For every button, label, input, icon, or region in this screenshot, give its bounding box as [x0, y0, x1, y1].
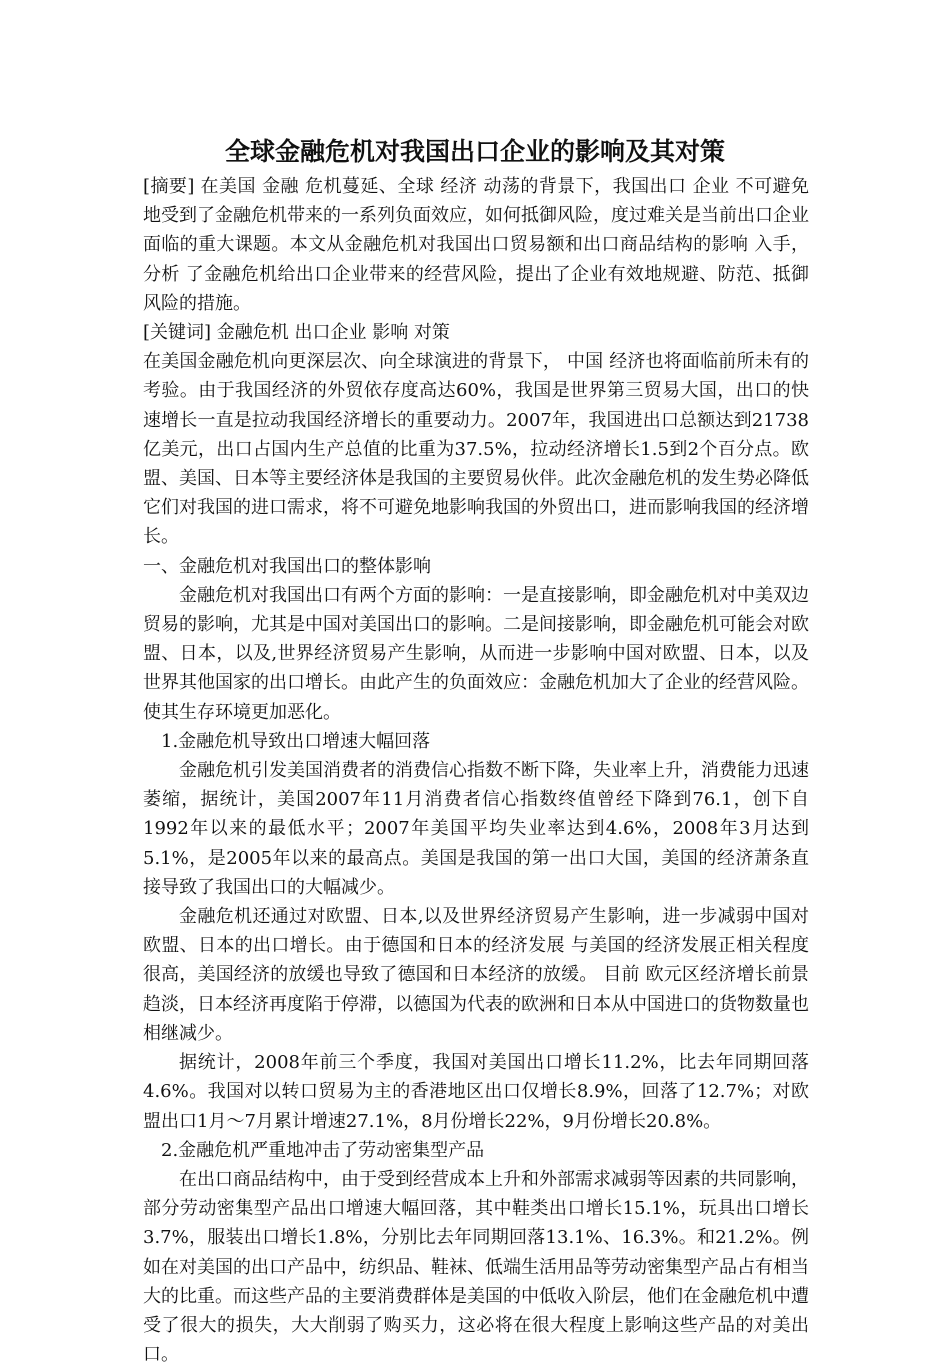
subsection2-heading: 2.金融危机严重地冲击了劳动密集型产品	[161, 1139, 485, 1161]
document-title: 全球金融危机对我国出口企业的影响及其对策	[224, 137, 725, 166]
subsection1-paragraph-1: 金融危机引发美国消费者的消费信心指数不断下降，失业率上升，消费能力迅速萎缩，据统计，美国2007年11月消费者信心指数终值曾经下降到76.1，创下自1992年以来的最低水平；2007年美国平均失业率达到4.6%，2008年3月达到5.1%，是2005年以来的最高点。美国是我国的第一出口大国，美国的经济萧条直接导致了我国出口的大幅减少。	[143, 760, 809, 898]
subsection1-paragraph-3: 据统计，2008年前三个季度，我国对美国出口增长11.2%，比去年同期回落4.6%。我国对以转口贸易为主的香港地区出口仅增长8.9%，回落了12.7%；对欧盟出口1月～7月累计增速27.1%，8月份增长22%，9月份增长20.8%。	[143, 1052, 809, 1132]
intro-paragraph: 在美国金融危机向更深层次、向全球演进的背景下， 中国 经济也将面临前所未有的考验。由于我国经济的外贸依存度高达60%，我国是世界第三贸易大国，出口的快速增长一直是拉动我国经济增长的重要动力。2007年，我国进出口总额达到21738亿美元，出口占国内生产总值的比重为37.5%，拉动经济增长1.5到2个百分点。欧盟、美国、日本等主要经济体是我国的主要贸易伙伴。此次金融危机的发生势必降低它们对我国的进口需求，将不可避免地影响我国的外贸出口，进而影响我国的经济增长。	[143, 351, 809, 548]
section1-paragraph: 金融危机对我国出口有两个方面的影响：一是直接影响，即金融危机对中美双边贸易的影响，尤其是中国对美国出口的影响。二是间接影响，即金融危机可能会对欧盟、日本，以及,世界经济贸易产生影响，从而进一步影响中国对欧盟、日本，以及世界其他国家的出口增长。由此产生的负面效应：金融危机加大了企业的经营风险。使其生存环境更加恶化。	[143, 584, 809, 723]
abstract-paragraph: [摘要] 在美国 金融 危机蔓延、全球 经济 动荡的背景下，我国出口 企业 不可避免地受到了金融危机带来的一系列负面效应，如何抵御风险，度过难关是当前出口企业面临的重大课题。本文从金融危机对我国出口贸易额和出口商品结构的影响 入手， 分析 了金融危机给出口企业带来的经营风险，提出了企业有效地规避、防范、抵御风险的措施。	[143, 176, 809, 314]
subsection1-heading: 1.金融危机导致出口增速大幅回落	[161, 730, 431, 752]
document-body	[143, 172, 809, 1369]
subsection2-paragraph-1: 在出口商品结构中，由于受到经营成本上升和外部需求减弱等因素的共同影响，部分劳动密集型产品出口增速大幅回落，其中鞋类出口增长15.1%，玩具出口增长3.7%，服装出口增长1.8%，分别比去年同期回落13.1%、16.3%。和21.2%。例如在对美国的出口产品中，纺织品、鞋袜、低端生活用品等劳动密集型产品占有相当大的比重。而这些产品的主要消费群体是美国的中低收入阶层，他们在金融危机中遭受了很大的损失，大大削弱了购买力，这必将在很大程度上影响这些产品的对美出口。	[143, 1168, 809, 1366]
section1-heading: 一、金融危机对我国出口的整体影响	[143, 555, 431, 577]
keywords-line: [关键词] 金融危机 出口企业 影响 对策	[143, 322, 450, 344]
subsection1-paragraph-2: 金融危机还通过对欧盟、日本,以及世界经济贸易产生影响，进一步减弱中国对欧盟、日本的出口增长。由于德国和日本的经济发展 与美国的经济发展正相关程度很高，美国经济的放缓也导致了德国和日本经济的放缓。 目前 欧元区经济增长前景趋淡，日本经济再度陷于停滞，以德国为代表的欧洲和日本从中国进口的货物数量也相继减少。	[143, 906, 809, 1044]
